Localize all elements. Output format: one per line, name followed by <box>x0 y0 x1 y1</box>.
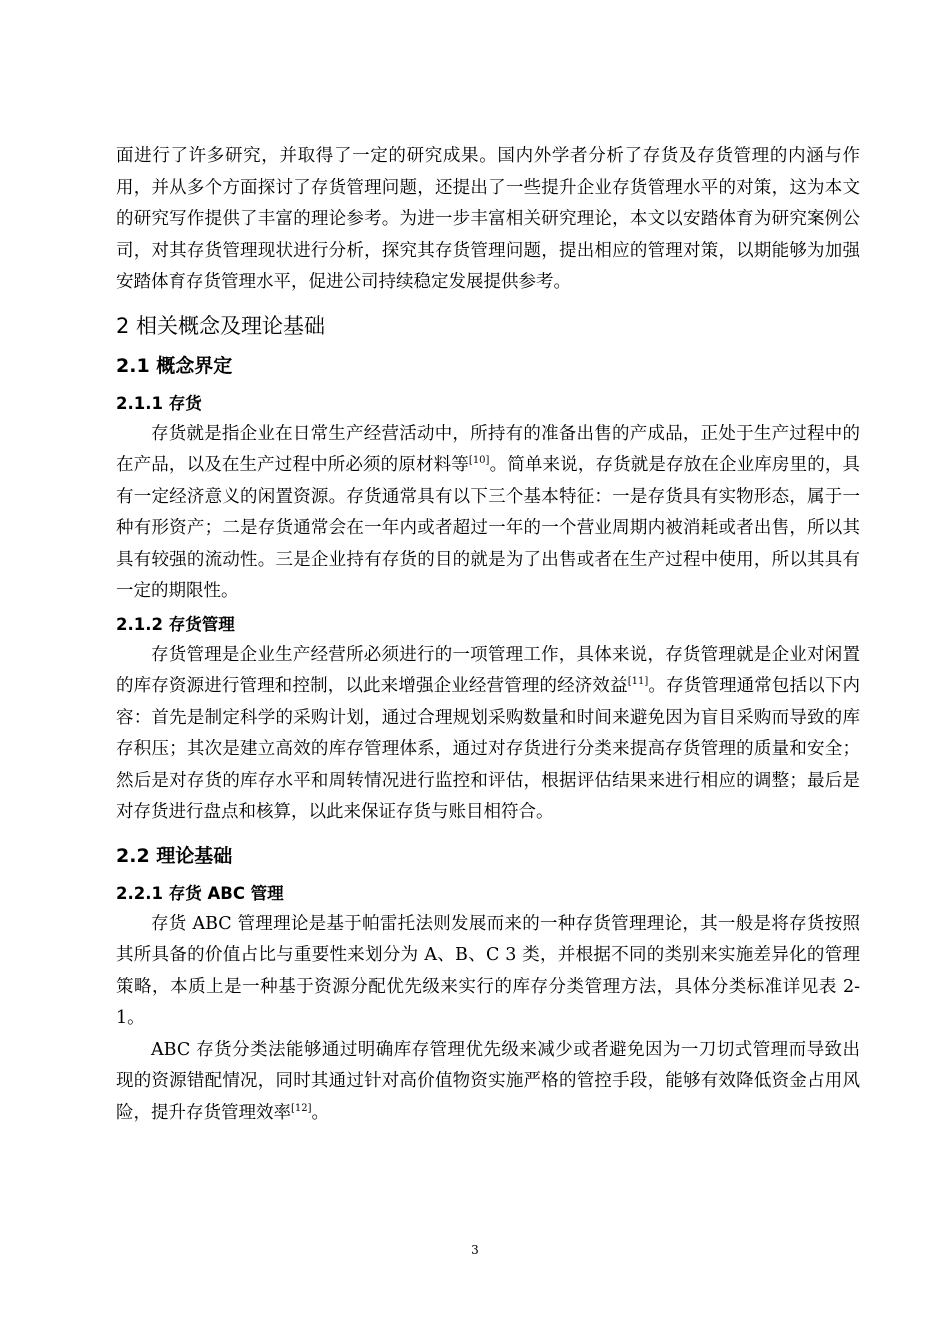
citation-10: [10] <box>468 455 490 467</box>
paragraph-inventory-management: 存货管理是企业生产经营所必须进行的一项管理工作，具体来说，存货管理就是企业对闲置的库存资源进行管理和控制，以此来增强企业经营管理的经济效益[11]。存货管理通常包括以下内容：首先是制定科学的采购计划，通过合理规划采购数量和时间来避免因为盲目采购而导致的库存积压；其次是建立高效的库存管理体系，通过对存货进行分类来提高存货管理的质量和安全；然后是对存货的库存水平和周转情况进行监控和评估，根据评估结果来进行相应的调整；最后是对存货进行盘点和核算，以此来保证存货与账目相符合。 <box>116 644 861 822</box>
intro-paragraph: 面进行了许多研究，并取得了一定的研究成果。国内外学者分析了存货及存货管理的内涵与作用，并从多个方面探讨了存货管理问题，还提出了一些提升企业存货管理水平的对策，这为本文的研究写作提供了丰富的理论参考。为进一步丰富相关研究理论，本文以安踏体育为研究案例公司，对其存货管理现状进行分析，探究其存货管理问题，提出相应的管理对策，以期能够为加强安踏体育存货管理水平，促进公司持续稳定发展提供参考。 <box>116 146 860 292</box>
page-number: 3 <box>471 1243 479 1257</box>
citation-12: [12] <box>291 1102 312 1114</box>
chapter-title: 2 相关概念及理论基础 <box>116 313 326 338</box>
paragraph-abc-benefits: ABC 存货分类法能够通过明确库存管理优先级来减少或者避免因为一刀切式管理而导致出现的资源错配情况，同时其通过针对高价值物资实施严格的管控手段，能够有效降低资金占用风险，提升存货管理效率[12]。 <box>116 1039 860 1123</box>
paragraph-abc-theory: 存货 ABC 管理理论是基于帕雷托法则发展而来的一种存货管理理论，其一般是将存货按照其所具备的价值占比与重要性来划分为 A、B、C 3 类，并根据不同的类别来实施差异化的管理策略，本质上是一种基于资源分配优先级来实行的库存分类管理方法，具体分类标准详见表 2-1。 <box>116 913 860 1028</box>
section-2-1-heading: 2.1 概念界定 <box>116 354 233 377</box>
section-2-1-1-heading: 2.1.1 存货 <box>116 393 202 413</box>
citation-11: [11] <box>627 676 649 688</box>
section-2-2-1-heading: 2.2.1 存货 ABC 管理 <box>116 883 284 903</box>
paragraph-inventory-definition: 存货就是指企业在日常生产经营活动中，所持有的准备出售的产成品，正处于生产过程中的在产品，以及在生产过程中所必须的原材料等[10]。简单来说，存货就是存放在企业库房里的，具有一定经济意义的闲置资源。存货通常具有以下三个基本特征：一是存货具有实物形态，属于一种有形资产；二是存货通常会在一年内或者超过一年的一个营业周期内被消耗或者出售，所以其具有较强的流动性。三是企业持有存货的目的就是为了出售或者在生产过程中使用，所以其具有一定的期限性。 <box>116 423 861 601</box>
section-2-1-2-heading: 2.1.2 存货管理 <box>116 614 235 634</box>
section-2-2-heading: 2.2 理论基础 <box>116 844 233 867</box>
page-content <box>116 141 860 1129</box>
